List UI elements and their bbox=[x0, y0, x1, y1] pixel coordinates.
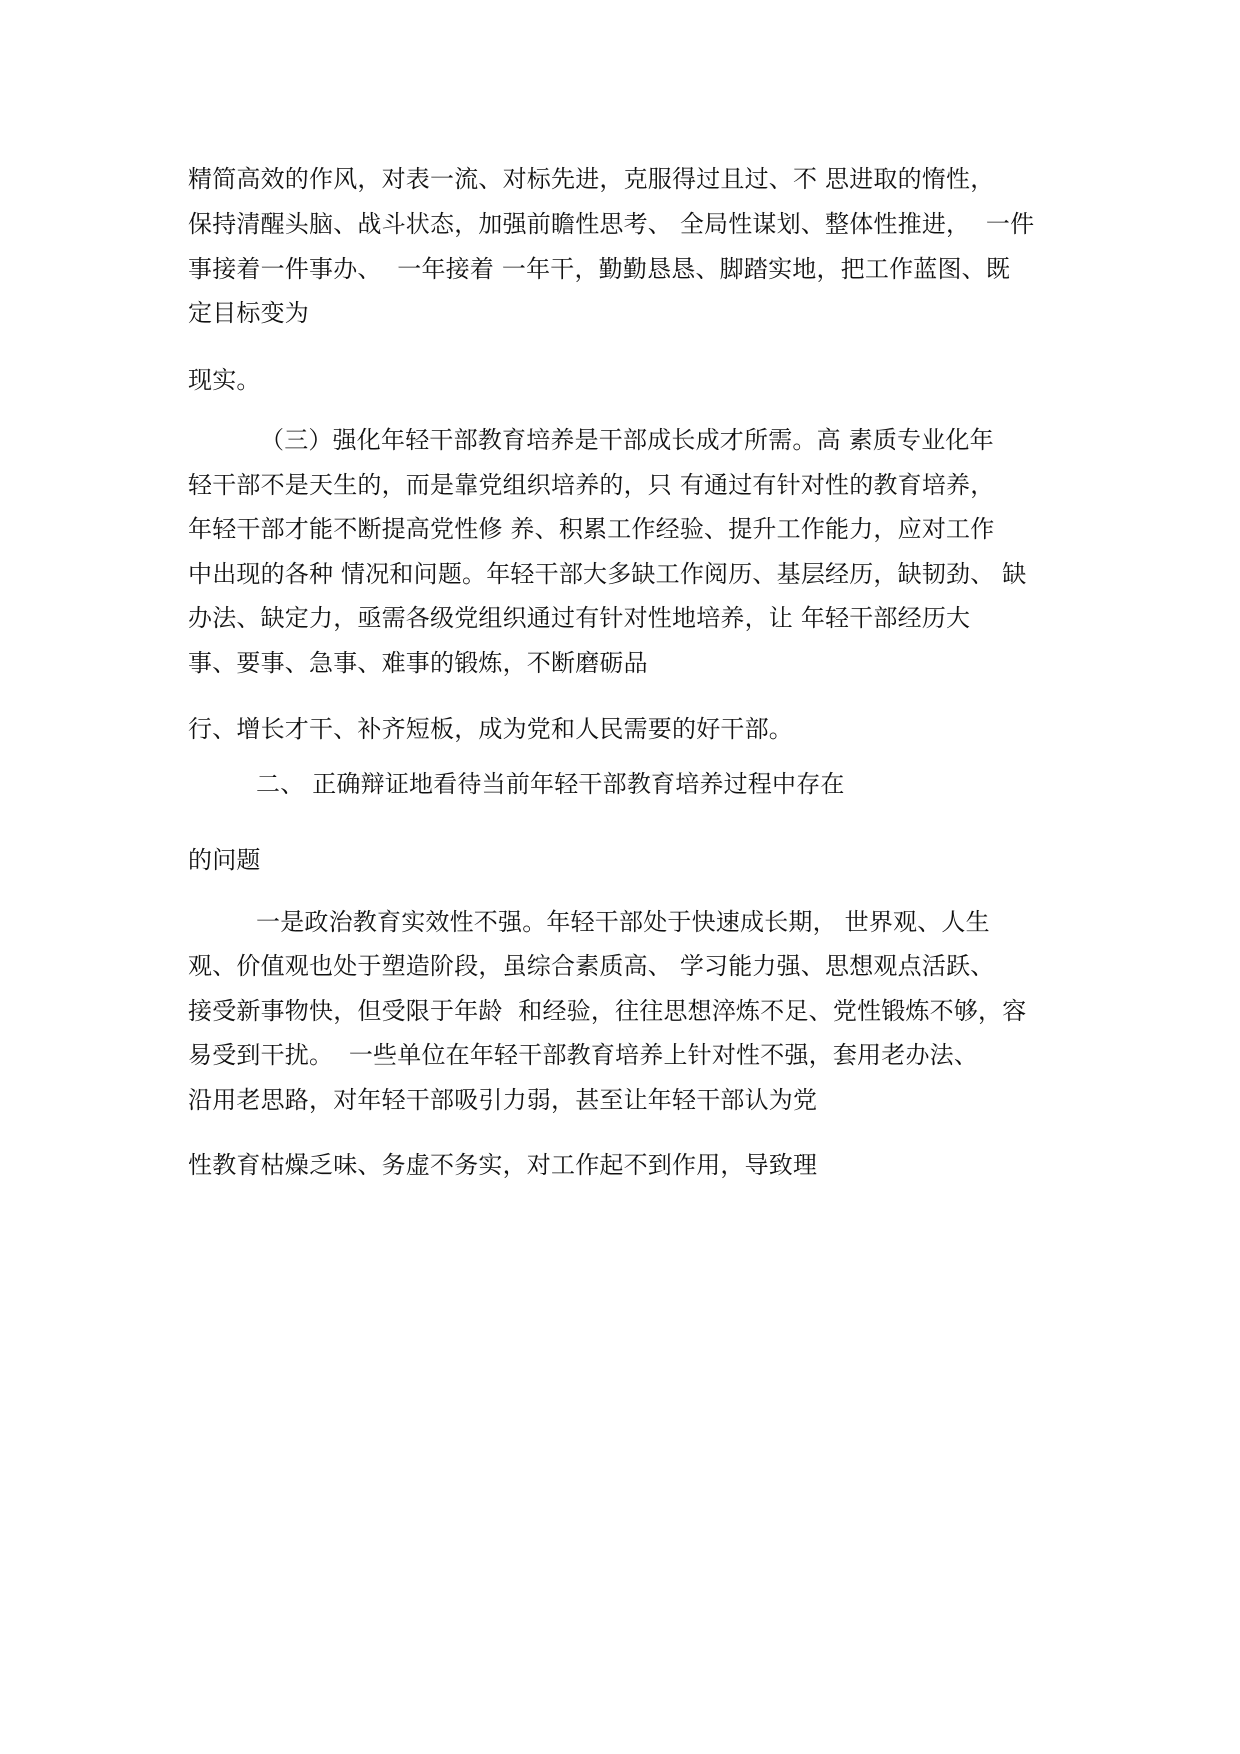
section-heading-continuation: 的问题 bbox=[188, 846, 261, 874]
text-line: 精简高效的作风，对表一流、对标先进，克服得过且过、不 思进取的惰性， bbox=[188, 165, 995, 193]
text-line: 接受新事物快，但受限于年龄 和经验，往往思想淬炼不足、党性锻炼不够，容 bbox=[188, 997, 1027, 1025]
text-line: 轻干部不是天生的，而是靠党组织培养的，只 有通过有针对性的教育培养， bbox=[188, 471, 995, 499]
text-line: 事接着一件事办、 一年接着 一年干，勤勤恳恳、脚踏实地，把工作蓝图、既 bbox=[188, 255, 1011, 283]
text-line: 易受到干扰。 一些单位在年轻干部教育培养上针对性不强，套用老办法、 bbox=[188, 1041, 979, 1069]
text-line: 中出现的各种 情况和问题。年轻干部大多缺工作阅历、基层经历，缺韧劲、 缺 bbox=[188, 560, 1027, 588]
text-line: 观、价值观也处于塑造阶段，虽综合素质高、 学习能力强、思想观点活跃、 bbox=[188, 952, 995, 980]
text-line: 事、要事、急事、难事的锻炼，不断磨砺品 bbox=[188, 649, 648, 677]
text-line: 定目标变为 bbox=[188, 299, 309, 327]
text-line: 年轻干部才能不断提高党性修 养、积累工作经验、提升工作能力，应对工作 bbox=[188, 515, 995, 543]
text-line: 保持清醒头脑、战斗状态，加强前瞻性思考、 全局性谋划、整体性推进， 一件 bbox=[188, 210, 1035, 238]
text-line: 沿用老思路，对年轻干部吸引力弱，甚至让年轻干部认为党 bbox=[188, 1086, 818, 1114]
text-line: 现实。 bbox=[188, 366, 261, 394]
text-line: 性教育枯燥乏味、务虚不务实，对工作起不到作用，导致理 bbox=[188, 1151, 818, 1179]
text-line: 行、增长才干、补齐短板，成为党和人民需要的好干部。 bbox=[188, 715, 793, 743]
paragraph-start-line: （三）强化年轻干部教育培养是干部成长成才所需。高 素质专业化年 bbox=[260, 426, 994, 454]
paragraph-start-line: 一是政治教育实效性不强。年轻干部处于快速成长期， 世界观、人生 bbox=[256, 908, 990, 936]
section-heading: 二、 正确辩证地看待当前年轻干部教育培养过程中存在 bbox=[256, 770, 845, 798]
text-line: 办法、缺定力，亟需各级党组织通过有针对性地培养，让 年轻干部经历大 bbox=[188, 604, 971, 632]
